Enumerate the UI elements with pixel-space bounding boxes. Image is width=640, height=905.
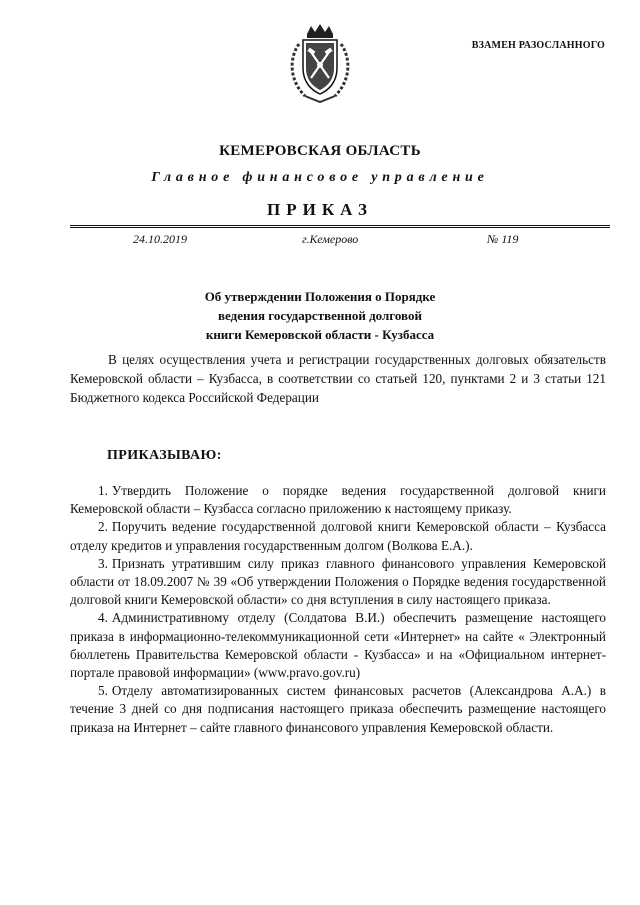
- order-date: 24.10.2019: [133, 232, 187, 246]
- order-item: [70, 555, 606, 610]
- item-number: 3.: [98, 555, 108, 571]
- order-city: г.Кемерово: [302, 232, 359, 246]
- header-divider: [70, 225, 610, 228]
- order-items: [70, 482, 606, 737]
- item-text: Административному отделу (Солдатова В.И.) обеспечить размещение настоящего приказа в информационно-телекоммуникационной сети «Интернет» на сайте « Электронный бюллетень Правительства Кемеровской области - Кузбасса» и на «Официальном интернет-портале правовой информации» (www.pravo.gov.ru): [70, 610, 606, 681]
- preamble-paragraph: В целях осуществления учета и регистрации государственных долговых обязательств Кемеровской области – Кузбасса, в соответствии со статьей 120, пунктами 2 и 3 статьи 121 Бюджетного кодекса Российской Федерации: [70, 352, 606, 405]
- item-number: 1.: [98, 483, 108, 498]
- item-text: Признать утратившим силу приказ главного финансового управления Кемеровской области от 18.09.2007 № 39 «Об утверждении Положения о Порядке ведения государственной долговой книги Кемеровской области» со дня вступления в силу настоящего приказа.: [70, 555, 606, 608]
- document-type: ПРИКАЗ: [267, 200, 373, 219]
- order-number: № 119: [487, 232, 519, 246]
- order-verb: ПРИКАЗЫВАЮ:: [107, 448, 222, 463]
- subject-line: Об утверждении Положения о Порядке: [204, 289, 436, 304]
- subject-line: книги Кемеровской области - Кузбасса: [205, 327, 435, 342]
- item-text: Поручить ведение государственной долговой книги Кемеровской области – Кузбасса отделу кредитов и управления государственным долгом (Волкова Е.А.).: [70, 519, 606, 553]
- coat-of-arms-icon: [285, 22, 355, 106]
- item-number: 4.: [98, 610, 108, 626]
- item-number: 2.: [98, 519, 108, 535]
- order-item: [70, 682, 606, 737]
- subject-line: ведения государственной долговой: [218, 308, 422, 323]
- order-subject: [170, 287, 470, 344]
- replacement-stamp: ВЗАМЕН РАЗОСЛАННОГО: [471, 40, 605, 51]
- item-text: Утвердить Положение о порядке ведения государственной долговой книги Кемеровской области – Кузбасса согласно приложению к настоящему приказу.: [70, 483, 606, 517]
- item-text: Отделу автоматизированных систем финансовых расчетов (Александрова А.А.) в течение 3 дней со дня подписания настоящего приказа обеспечить размещение настоящего приказа на Интернет – сайте главного финансового управления Кемеровской области.: [70, 683, 606, 735]
- department-name: Главное финансовое управление: [151, 170, 489, 185]
- region-name: КЕМЕРОВСКАЯ ОБЛАСТЬ: [219, 143, 421, 159]
- order-item: [70, 609, 606, 682]
- order-item: [70, 482, 606, 518]
- item-number: 5.: [98, 683, 108, 699]
- order-item: [70, 518, 606, 554]
